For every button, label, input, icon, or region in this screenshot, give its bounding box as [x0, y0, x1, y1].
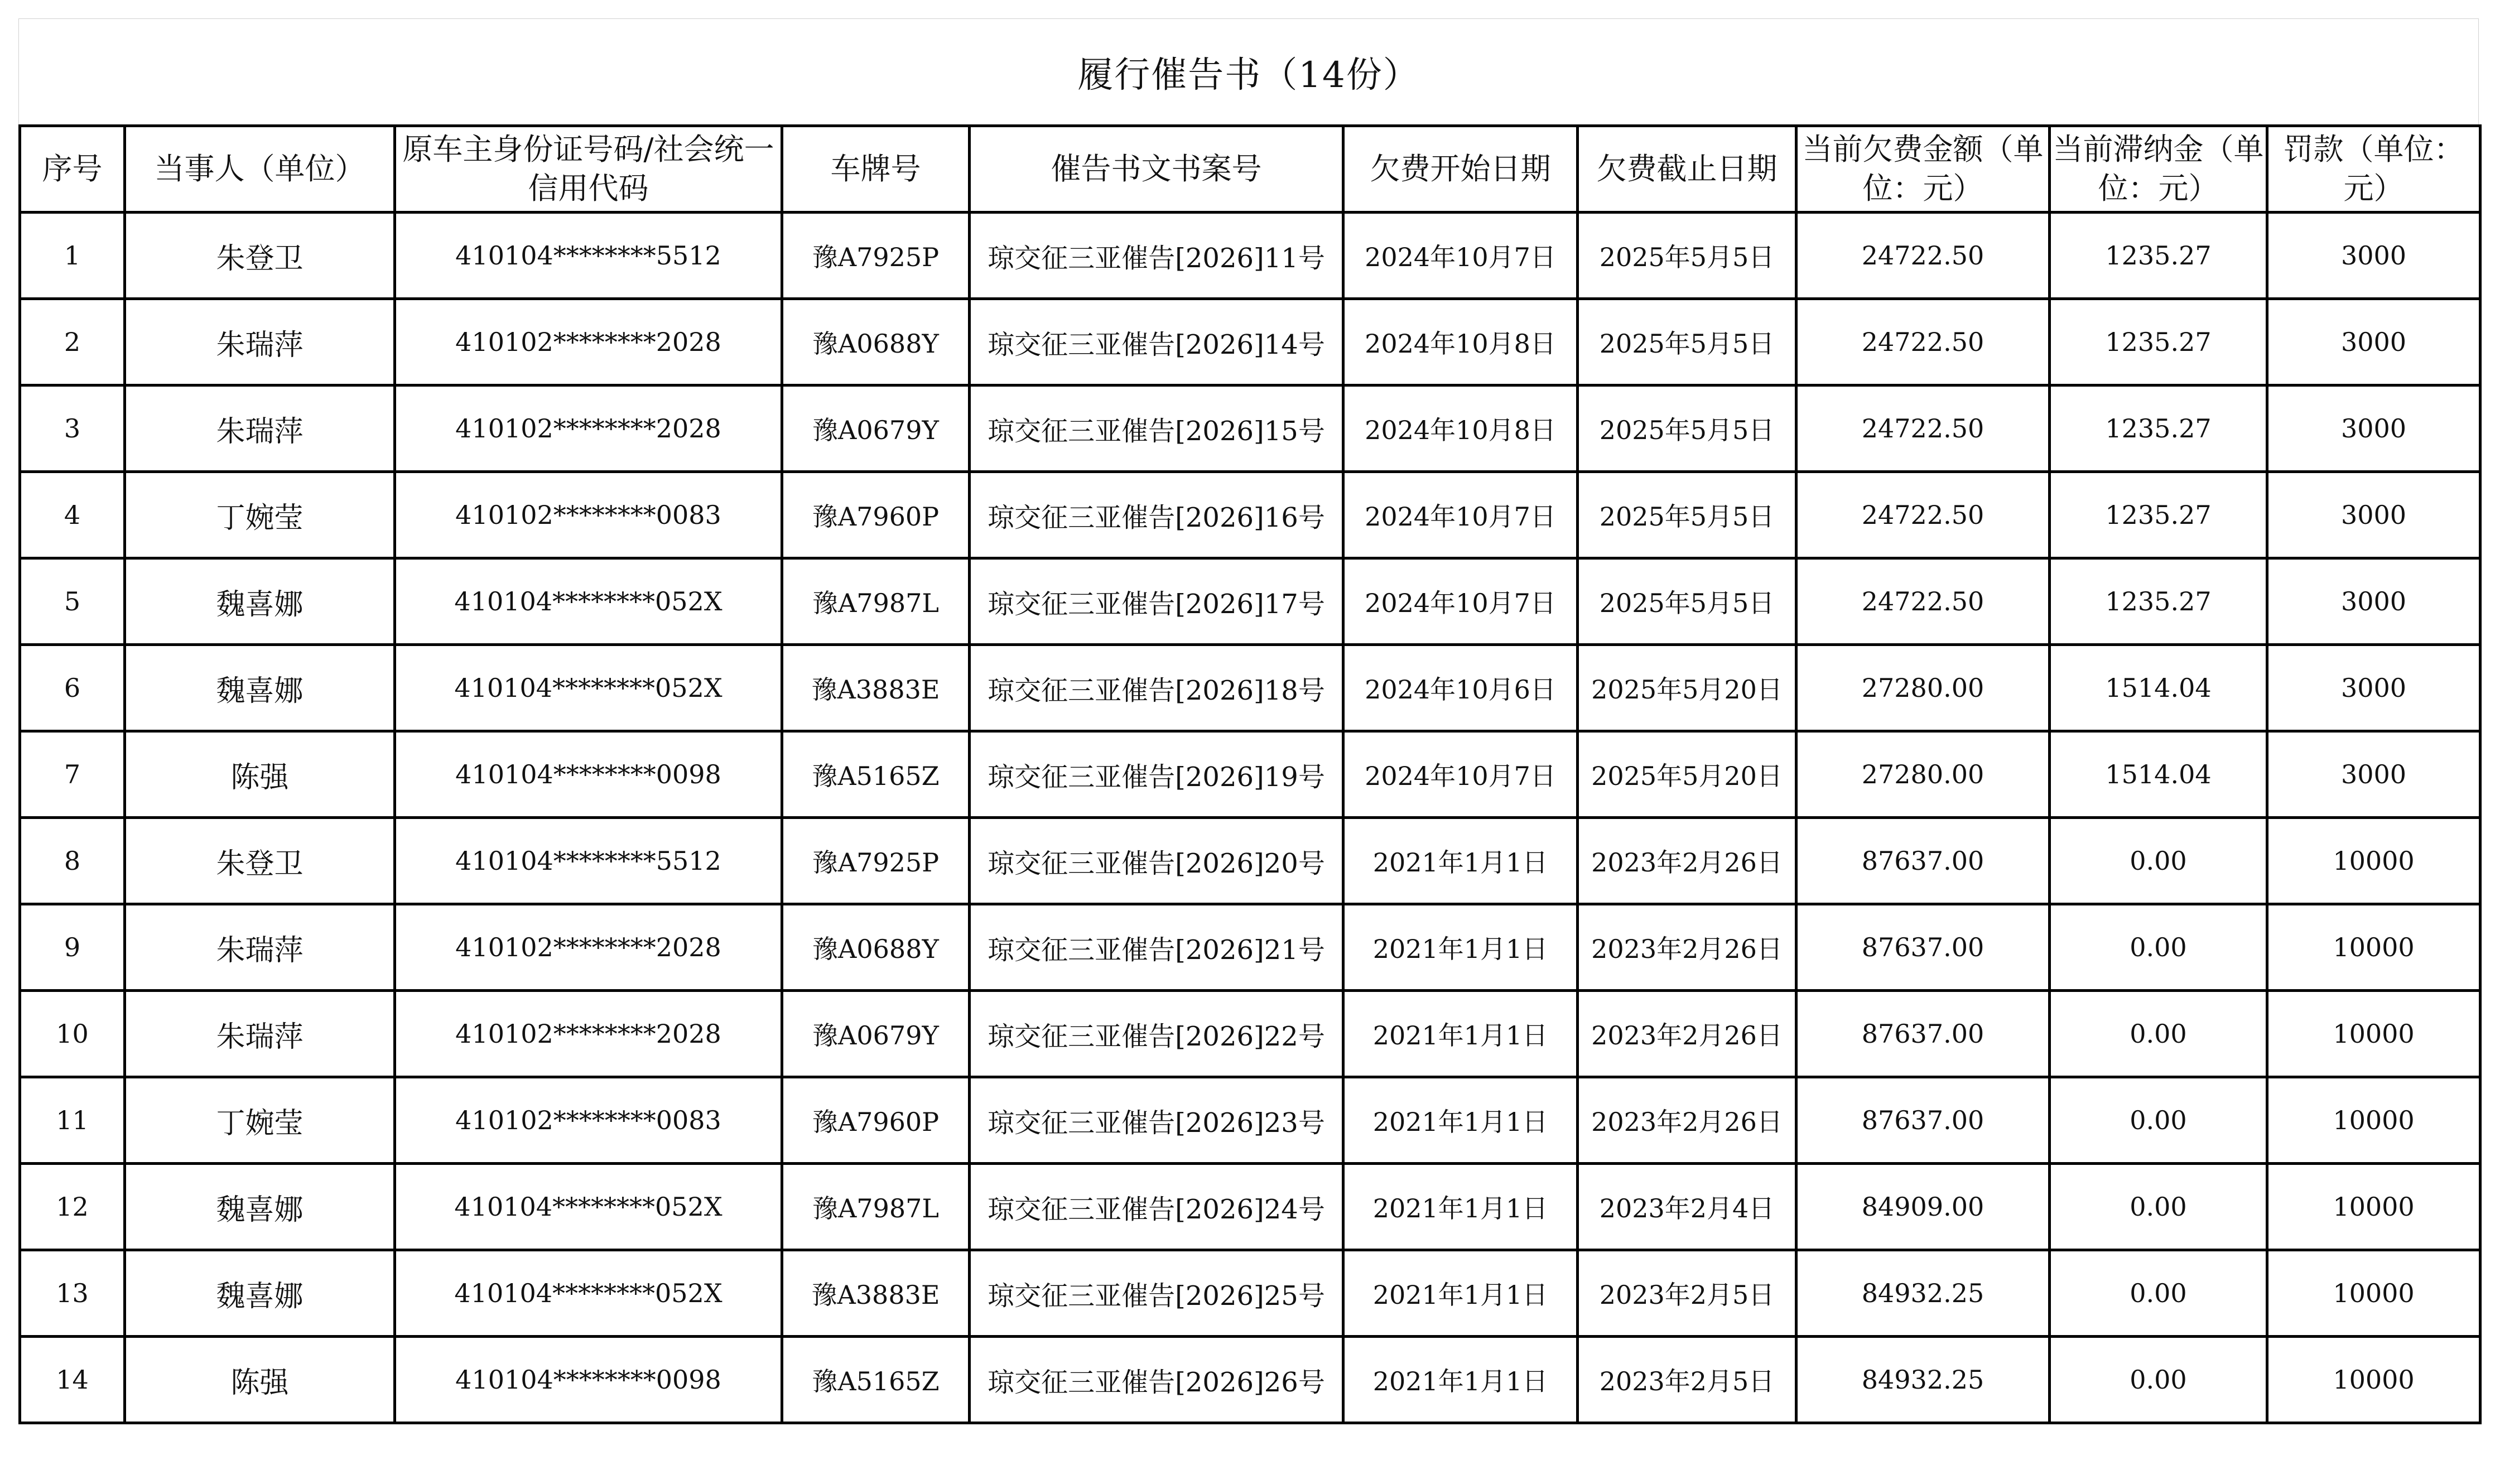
party-cell: 朱瑞萍 [125, 386, 395, 472]
index-cell: 13 [20, 1250, 125, 1337]
fine-cell: 3000 [2267, 472, 2480, 558]
end-date-cell: 2023年2月26日 [1578, 991, 1796, 1077]
case-number-cell: 琼交征三亚催告[2026]21号 [970, 904, 1343, 991]
start-date-cell: 2024年10月7日 [1343, 731, 1578, 818]
table-row [20, 386, 2480, 472]
end-date-cell: 2023年2月5日 [1578, 1337, 1796, 1423]
end-date-cell: 2023年2月26日 [1578, 904, 1796, 991]
table-row [20, 299, 2480, 386]
table-row [20, 991, 2480, 1077]
arrears-cell: 24722.50 [1796, 558, 2050, 645]
id-number-cell: 410102********0083 [395, 1077, 782, 1164]
arrears-cell: 24722.50 [1796, 213, 2050, 299]
party-cell: 魏喜娜 [125, 1164, 395, 1250]
plate-cell: 豫A7960P [782, 1077, 970, 1164]
arrears-cell: 24722.50 [1796, 299, 2050, 386]
late-fee-cell: 1514.04 [2050, 731, 2267, 818]
end-date-cell: 2023年2月5日 [1578, 1250, 1796, 1337]
case-number-cell: 琼交征三亚催告[2026]14号 [970, 299, 1343, 386]
end-date-cell: 2023年2月26日 [1578, 1077, 1796, 1164]
end-date-cell: 2023年2月4日 [1578, 1164, 1796, 1250]
table-row [20, 558, 2480, 645]
index-cell: 3 [20, 386, 125, 472]
start-date-cell: 2024年10月7日 [1343, 558, 1578, 645]
case-number-cell: 琼交征三亚催告[2026]16号 [970, 472, 1343, 558]
fine-cell: 10000 [2267, 1164, 2480, 1250]
late-fee-cell: 0.00 [2050, 991, 2267, 1077]
party-cell: 朱瑞萍 [125, 299, 395, 386]
arrears-cell: 84909.00 [1796, 1164, 2050, 1250]
id-number-cell: 410104********5512 [395, 818, 782, 904]
id-number-cell: 410102********0083 [395, 472, 782, 558]
plate-cell: 豫A0679Y [782, 386, 970, 472]
end-date-cell: 2025年5月5日 [1578, 386, 1796, 472]
party-cell: 魏喜娜 [125, 645, 395, 731]
party-cell: 魏喜娜 [125, 558, 395, 645]
plate-cell: 豫A3883E [782, 1250, 970, 1337]
case-number-cell: 琼交征三亚催告[2026]23号 [970, 1077, 1343, 1164]
fine-cell: 3000 [2267, 213, 2480, 299]
case-number-cell: 琼交征三亚催告[2026]26号 [970, 1337, 1343, 1423]
case-number-cell: 琼交征三亚催告[2026]19号 [970, 731, 1343, 818]
case-number-cell: 琼交征三亚催告[2026]20号 [970, 818, 1343, 904]
late-fee-cell: 1235.27 [2050, 386, 2267, 472]
notice-sheet [18, 18, 2479, 1424]
party-cell: 朱瑞萍 [125, 991, 395, 1077]
end-date-cell: 2025年5月5日 [1578, 213, 1796, 299]
party-cell: 魏喜娜 [125, 1250, 395, 1337]
fine-cell: 10000 [2267, 818, 2480, 904]
case-number-cell: 琼交征三亚催告[2026]24号 [970, 1164, 1343, 1250]
col-header-fine: 罚款（单位：元） [2267, 126, 2480, 213]
index-cell: 6 [20, 645, 125, 731]
index-cell: 4 [20, 472, 125, 558]
table-row [20, 1250, 2480, 1337]
start-date-cell: 2021年1月1日 [1343, 1337, 1578, 1423]
plate-cell: 豫A3883E [782, 645, 970, 731]
id-number-cell: 410104********052X [395, 645, 782, 731]
arrears-cell: 87637.00 [1796, 991, 2050, 1077]
party-cell: 丁婉莹 [125, 472, 395, 558]
index-cell: 1 [20, 213, 125, 299]
case-number-cell: 琼交征三亚催告[2026]17号 [970, 558, 1343, 645]
start-date-cell: 2021年1月1日 [1343, 1077, 1578, 1164]
table-row [20, 645, 2480, 731]
id-number-cell: 410102********2028 [395, 299, 782, 386]
late-fee-cell: 1235.27 [2050, 558, 2267, 645]
index-cell: 2 [20, 299, 125, 386]
arrears-cell: 27280.00 [1796, 731, 2050, 818]
arrears-cell: 84932.25 [1796, 1337, 2050, 1423]
index-cell: 12 [20, 1164, 125, 1250]
id-number-cell: 410104********0098 [395, 1337, 782, 1423]
id-number-cell: 410104********052X [395, 558, 782, 645]
end-date-cell: 2025年5月20日 [1578, 645, 1796, 731]
table-row [20, 731, 2480, 818]
col-header-plate: 车牌号 [782, 126, 970, 213]
id-number-cell: 410104********5512 [395, 213, 782, 299]
start-date-cell: 2024年10月8日 [1343, 386, 1578, 472]
index-cell: 5 [20, 558, 125, 645]
id-number-cell: 410104********0098 [395, 731, 782, 818]
arrears-cell: 84932.25 [1796, 1250, 2050, 1337]
plate-cell: 豫A7987L [782, 558, 970, 645]
table-body [20, 213, 2480, 1423]
plate-cell: 豫A0688Y [782, 904, 970, 991]
col-header-case-number: 催告书文书案号 [970, 126, 1343, 213]
party-cell: 丁婉莹 [125, 1077, 395, 1164]
late-fee-cell: 1235.27 [2050, 472, 2267, 558]
start-date-cell: 2024年10月7日 [1343, 472, 1578, 558]
end-date-cell: 2025年5月5日 [1578, 558, 1796, 645]
plate-cell: 豫A5165Z [782, 1337, 970, 1423]
case-number-cell: 琼交征三亚催告[2026]11号 [970, 213, 1343, 299]
fine-cell: 10000 [2267, 991, 2480, 1077]
end-date-cell: 2025年5月5日 [1578, 472, 1796, 558]
arrears-cell: 87637.00 [1796, 904, 2050, 991]
late-fee-cell: 0.00 [2050, 1337, 2267, 1423]
party-cell: 陈强 [125, 1337, 395, 1423]
index-cell: 10 [20, 991, 125, 1077]
arrears-cell: 24722.50 [1796, 386, 2050, 472]
late-fee-cell: 1514.04 [2050, 645, 2267, 731]
table-row [20, 1337, 2480, 1423]
fine-cell: 10000 [2267, 1337, 2480, 1423]
case-number-cell: 琼交征三亚催告[2026]25号 [970, 1250, 1343, 1337]
id-number-cell: 410104********052X [395, 1250, 782, 1337]
start-date-cell: 2024年10月8日 [1343, 299, 1578, 386]
end-date-cell: 2023年2月26日 [1578, 818, 1796, 904]
table-row [20, 1164, 2480, 1250]
arrears-cell: 87637.00 [1796, 818, 2050, 904]
fine-cell: 3000 [2267, 386, 2480, 472]
party-cell: 陈强 [125, 731, 395, 818]
table-row [20, 213, 2480, 299]
table-row [20, 818, 2480, 904]
plate-cell: 豫A0688Y [782, 299, 970, 386]
late-fee-cell: 1235.27 [2050, 213, 2267, 299]
late-fee-cell: 0.00 [2050, 1164, 2267, 1250]
index-cell: 7 [20, 731, 125, 818]
fine-cell: 3000 [2267, 558, 2480, 645]
late-fee-cell: 0.00 [2050, 818, 2267, 904]
party-cell: 朱登卫 [125, 818, 395, 904]
arrears-cell: 87637.00 [1796, 1077, 2050, 1164]
plate-cell: 豫A7987L [782, 1164, 970, 1250]
index-cell: 11 [20, 1077, 125, 1164]
plate-cell: 豫A7925P [782, 213, 970, 299]
fine-cell: 3000 [2267, 645, 2480, 731]
id-number-cell: 410102********2028 [395, 991, 782, 1077]
case-number-cell: 琼交征三亚催告[2026]22号 [970, 991, 1343, 1077]
start-date-cell: 2021年1月1日 [1343, 991, 1578, 1077]
col-header-arrears: 当前欠费金额（单位：元） [1796, 126, 2050, 213]
table-row [20, 904, 2480, 991]
fine-cell: 3000 [2267, 299, 2480, 386]
start-date-cell: 2021年1月1日 [1343, 1250, 1578, 1337]
late-fee-cell: 0.00 [2050, 904, 2267, 991]
notice-table [18, 124, 2482, 1424]
table-row [20, 472, 2480, 558]
late-fee-cell: 1235.27 [2050, 299, 2267, 386]
index-cell: 8 [20, 818, 125, 904]
col-header-party: 当事人（单位） [125, 126, 395, 213]
id-number-cell: 410102********2028 [395, 386, 782, 472]
start-date-cell: 2021年1月1日 [1343, 904, 1578, 991]
case-number-cell: 琼交征三亚催告[2026]15号 [970, 386, 1343, 472]
start-date-cell: 2024年10月6日 [1343, 645, 1578, 731]
end-date-cell: 2025年5月5日 [1578, 299, 1796, 386]
arrears-cell: 24722.50 [1796, 472, 2050, 558]
start-date-cell: 2021年1月1日 [1343, 818, 1578, 904]
case-number-cell: 琼交征三亚催告[2026]18号 [970, 645, 1343, 731]
index-cell: 9 [20, 904, 125, 991]
fine-cell: 3000 [2267, 731, 2480, 818]
arrears-cell: 27280.00 [1796, 645, 2050, 731]
col-header-start-date: 欠费开始日期 [1343, 126, 1578, 213]
plate-cell: 豫A5165Z [782, 731, 970, 818]
table-row [20, 1077, 2480, 1164]
plate-cell: 豫A0679Y [782, 991, 970, 1077]
plate-cell: 豫A7960P [782, 472, 970, 558]
col-header-index: 序号 [20, 126, 125, 213]
plate-cell: 豫A7925P [782, 818, 970, 904]
id-number-cell: 410102********2028 [395, 904, 782, 991]
late-fee-cell: 0.00 [2050, 1250, 2267, 1337]
col-header-late-fee: 当前滞纳金（单位：元） [2050, 126, 2267, 213]
party-cell: 朱登卫 [125, 213, 395, 299]
late-fee-cell: 0.00 [2050, 1077, 2267, 1164]
fine-cell: 10000 [2267, 1250, 2480, 1337]
fine-cell: 10000 [2267, 1077, 2480, 1164]
end-date-cell: 2025年5月20日 [1578, 731, 1796, 818]
id-number-cell: 410104********052X [395, 1164, 782, 1250]
start-date-cell: 2021年1月1日 [1343, 1164, 1578, 1250]
col-header-id-number: 原车主身份证号码/社会统一信用代码 [395, 126, 782, 213]
col-header-end-date: 欠费截止日期 [1578, 126, 1796, 213]
fine-cell: 10000 [2267, 904, 2480, 991]
index-cell: 14 [20, 1337, 125, 1423]
page-title: 履行催告书（14份） [18, 18, 2479, 124]
party-cell: 朱瑞萍 [125, 904, 395, 991]
start-date-cell: 2024年10月7日 [1343, 213, 1578, 299]
header-row [20, 126, 2480, 213]
